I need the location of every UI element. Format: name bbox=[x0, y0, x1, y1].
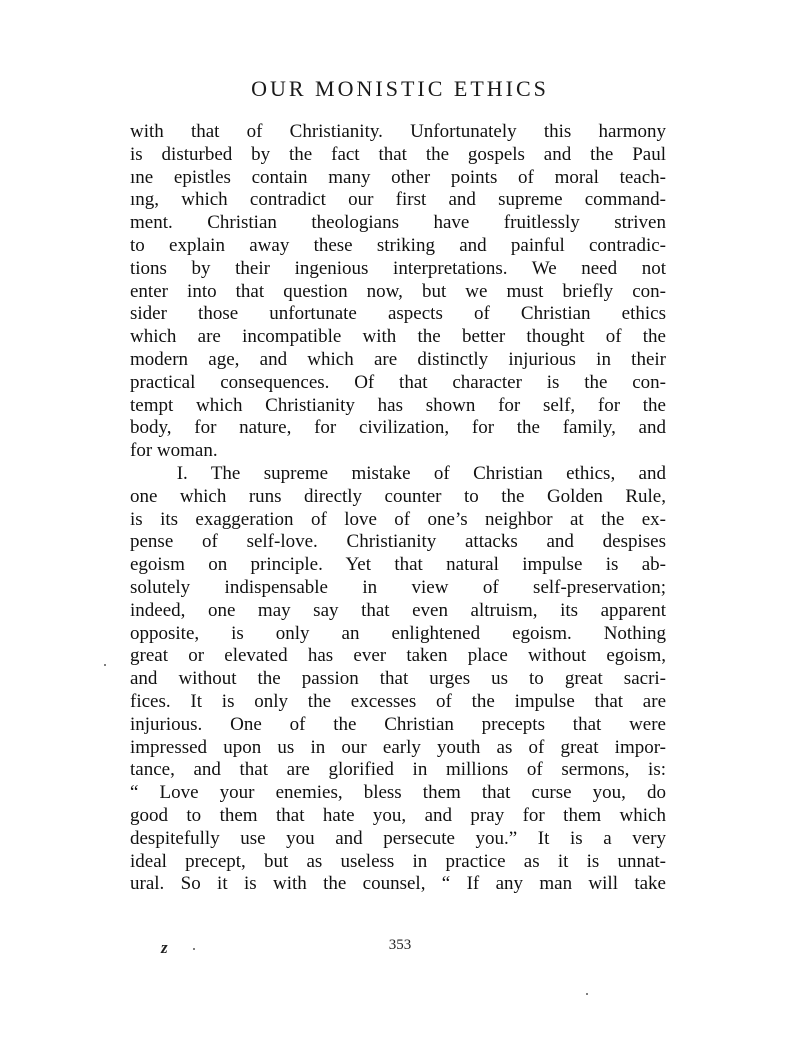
text-line: body, for nature, for civilization, for the family, and bbox=[130, 417, 666, 439]
text-line: injurious. One of the Christian precepts that were bbox=[130, 713, 666, 735]
text-line: good to them that hate you, and pray for them which bbox=[130, 804, 666, 826]
text-line: and without the passion that urges us to great sacri- bbox=[130, 668, 666, 690]
print-speck bbox=[193, 948, 195, 950]
text-line: despitefully use you and persecute you.” It is a very bbox=[130, 827, 666, 849]
text-line: solutely indispensable in view of self-preservation; bbox=[130, 576, 666, 598]
print-speck bbox=[104, 664, 106, 666]
text-line: tions by their ingenious interpretations. We need not bbox=[130, 257, 666, 279]
text-line: pense of self-love. Christianity attacks and despises bbox=[130, 531, 666, 553]
paragraph-end-line: for woman. bbox=[130, 440, 218, 462]
text-line: sider those unfortunate aspects of Christian ethics bbox=[130, 303, 666, 325]
page-title: OUR MONISTIC ETHICS bbox=[251, 76, 549, 101]
text-line: egoism on principle. Yet that natural impulse is ab- bbox=[130, 554, 666, 576]
text-line: great or elevated has ever taken place without egoism, bbox=[130, 645, 666, 667]
text-line: is disturbed by the fact that the gospels and the Paul bbox=[130, 143, 666, 165]
text-line: opposite, is only an enlightened egoism. Nothing bbox=[130, 622, 666, 644]
body-text bbox=[130, 121, 666, 896]
text-line: impressed upon us in our early youth as of great impor- bbox=[130, 736, 666, 758]
text-line: ideal precept, but as useless in practice as it is unnat- bbox=[130, 850, 666, 872]
text-line: is its exaggeration of love of one’s neighbor at the ex- bbox=[130, 508, 666, 530]
text-line: modern age, and which are distinctly injurious in their bbox=[130, 348, 666, 370]
signature-mark: z bbox=[161, 938, 168, 957]
text-line: ıne epistles contain many other points of moral teach- bbox=[130, 166, 666, 188]
text-line: ural. So it is with the counsel, “ If any man will take bbox=[130, 873, 666, 895]
text-line: to explain away these striking and painful contradic- bbox=[130, 234, 666, 256]
text-line: enter into that question now, but we must briefly con- bbox=[130, 280, 666, 302]
print-speck bbox=[586, 993, 588, 995]
text-line: fices. It is only the excesses of the impulse that are bbox=[130, 690, 666, 712]
text-line: one which runs directly counter to the Golden Rule, bbox=[130, 485, 666, 507]
text-line: tance, and that are glorified in millions of sermons, is: bbox=[130, 759, 666, 781]
text-line: ment. Christian theologians have fruitlessly striven bbox=[130, 212, 666, 234]
text-line: tempt which Christianity has shown for self, for the bbox=[130, 394, 666, 416]
page-number: 353 bbox=[388, 937, 412, 953]
text-line: ıng, which contradict our first and supreme command- bbox=[130, 189, 666, 211]
text-line: indeed, one may say that even altruism, its apparent bbox=[130, 599, 666, 621]
text-line: practical consequences. Of that character is the con- bbox=[130, 371, 666, 393]
text-line: with that of Christianity. Unfortunately this harmony bbox=[130, 121, 666, 142]
text-line: which are incompatible with the better thought of the bbox=[130, 326, 666, 348]
paragraph-start-line: I. The supreme mistake of Christian ethics, and bbox=[130, 462, 666, 484]
text-line: “ Love your enemies, bless them that curse you, do bbox=[130, 782, 666, 804]
